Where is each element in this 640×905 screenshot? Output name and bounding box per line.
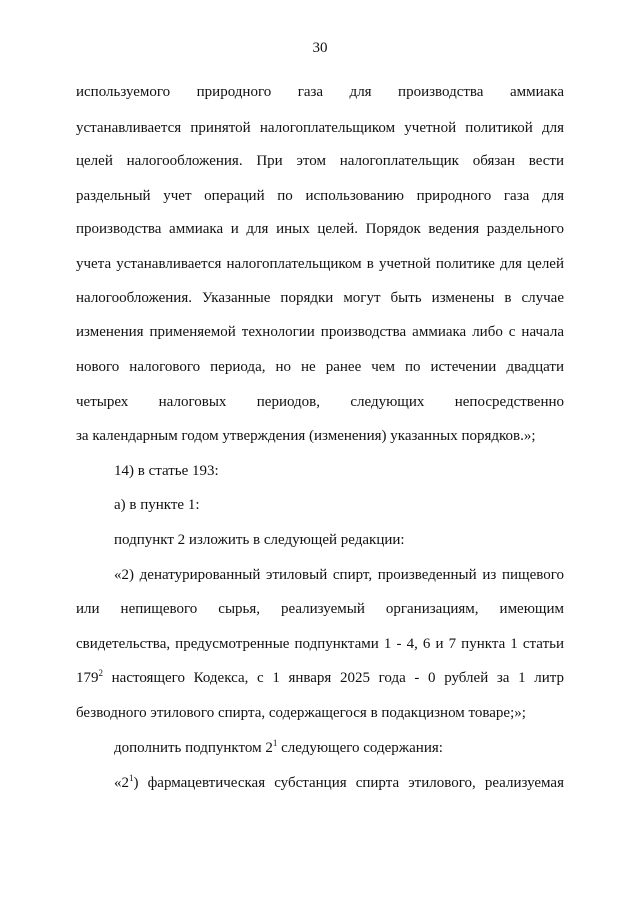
text-line: или непищевого сырья, реализуемый организациям, имеющим	[76, 601, 564, 617]
text-line: «2) денатурированный этиловый спирт, произведенный из пищевого	[114, 567, 564, 583]
text-fragment: ) фармацевтическая субстанция спирта этилового, реализуемая	[133, 775, 564, 791]
text-line: нового налогового периода, но не ранее чем по истечении двадцати	[76, 359, 564, 375]
text-fragment: дополнить подпунктом 2	[114, 740, 273, 756]
text-line: изменения применяемой технологии производства аммиака либо с начала	[76, 324, 564, 340]
text-line: используемого природного газа для производства аммиака	[76, 84, 564, 100]
text-line: учета устанавливается налогоплательщиком в учетной политике для целей	[76, 256, 564, 272]
text-line: за календарным годом утверждения (изменения) указанных порядков.»;	[76, 428, 536, 444]
text-line: четырех налоговых периодов, следующих непосредственно	[76, 394, 564, 410]
text-line: производства аммиака и для иных целей. Порядок ведения раздельного	[76, 221, 564, 237]
text-line	[76, 668, 564, 688]
text-line	[114, 738, 564, 758]
text-fragment: настоящего Кодекса, с 1 января 2025 года - 0 рублей за 1 литр	[103, 670, 564, 686]
text-line: свидетельства, предусмотренные подпунктами 1 - 4, 6 и 7 пункта 1 статьи	[76, 636, 564, 652]
text-line	[114, 773, 564, 793]
item-heading: а) в пункте 1:	[114, 497, 200, 513]
text-fragment: следующего содержания:	[277, 740, 443, 756]
text-line: безводного этилового спирта, содержащегося в подакцизном товаре;»;	[76, 705, 526, 721]
text-fragment: «2	[114, 775, 129, 791]
text-line: налогообложения. Указанные порядки могут быть изменены в случае	[76, 290, 564, 306]
text-fragment: 179	[76, 670, 99, 686]
superscript: 1	[272, 738, 278, 748]
text-line: подпункт 2 изложить в следующей редакции:	[114, 532, 405, 548]
page-number: 30	[312, 40, 328, 56]
superscript: 2	[98, 668, 103, 678]
text-line: раздельный учет операций по использованию природного газа для	[76, 188, 564, 204]
text-line: целей налогообложения. При этом налогоплательщик обязан вести	[76, 153, 564, 169]
item-heading: 14) в статье 193:	[114, 463, 219, 479]
superscript: 1	[129, 773, 134, 783]
text-line: устанавливается принятой налогоплательщиком учетной политикой для	[76, 120, 564, 136]
